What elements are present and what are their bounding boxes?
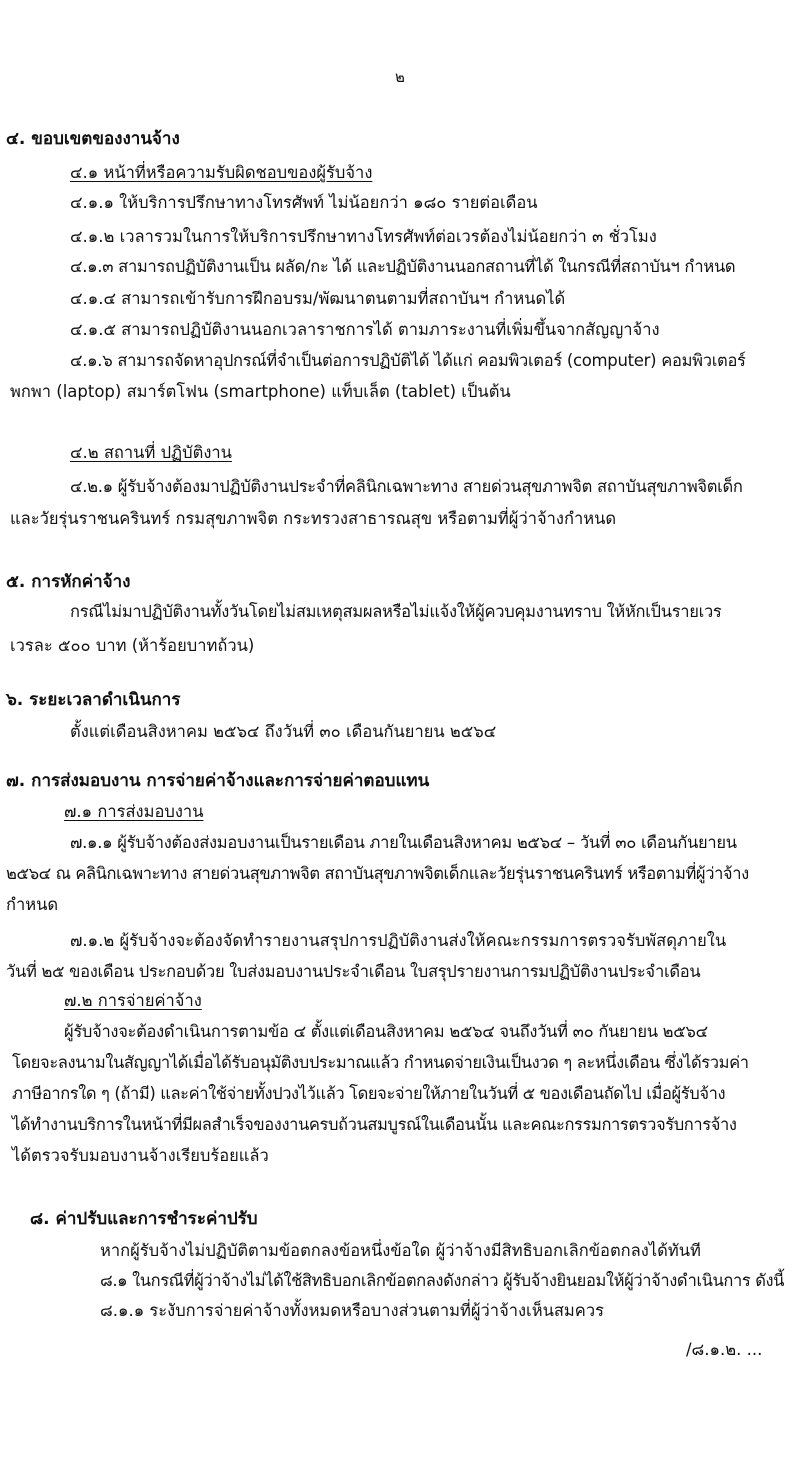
section-7-2-text-line3: ภาษีอากรใด ๆ (ถ้ามี) และค่าใช้จ่ายทั้งปวงไว้แล้ว โดยจะจ่ายให้ภายในวันที่ ๕ ของเดือนถัดไป เมื่อผู้รับจ้าง bbox=[12, 1084, 726, 1103]
item-4-2-1-line1: ๔.๒.๑ ผู้รับจ้างต้องมาปฏิบัติงานประจำที่คลินิกเฉพาะทาง สายด่วนสุขภาพจิต สถาบันสุขภาพจิตเด็ก bbox=[70, 477, 743, 496]
section-5-text-line2: เวรละ ๕๐๐ บาท (ห้าร้อยบาทถ้วน) bbox=[10, 636, 255, 655]
section-8-text: หากผู้รับจ้างไม่ปฏิบัติตามข้อตกลงข้อหนึ่งข้อใด ผู้ว่าจ้างมีสิทธิบอกเลิกข้อตกลงได้ทันที bbox=[100, 1241, 701, 1260]
item-4-1-3: ๔.๑.๓ สามารถปฏิบัติงานเป็น ผลัด/กะ ได้ และปฏิบัติงานนอกสถานที่ได้ ในกรณีที่สถาบันฯ กำหนด bbox=[70, 257, 736, 276]
item-4-1-5: ๔.๑.๕ สามารถปฏิบัติงานนอกเวลาราชการได้ ตามภาระงานที่เพิ่มขึ้นจากสัญญาจ้าง bbox=[70, 320, 660, 339]
item-4-1-1: ๔.๑.๑ ให้บริการปรึกษาทางโทรศัพท์ ไม่น้อยกว่า ๑๘๐ รายต่อเดือน bbox=[70, 193, 538, 212]
section-7-heading: ๗. การส่งมอบงาน การจ่ายค่าจ้างและการจ่ายค่าตอบแทน bbox=[6, 771, 430, 791]
item-4-2-1-line2: และวัยรุ่นราชนครินทร์ กรมสุขภาพจิต กระทรวงสาธารณสุข หรือตามที่ผู้ว่าจ้างกำหนด bbox=[10, 509, 617, 528]
page-number: ๒ bbox=[395, 68, 405, 86]
section-7-2-text-line5: ได้ตรวจรับมอบงานจ้างเรียบร้อยแล้ว bbox=[12, 1146, 269, 1165]
section-4-2-heading: ๔.๒ สถานที่ ปฏิบัติงาน bbox=[70, 443, 232, 462]
section-7-1-heading: ๗.๑ การส่งมอบงาน bbox=[64, 802, 204, 821]
item-8-1: ๘.๑ ในกรณีที่ผู้ว่าจ้างไม่ได้ใช้สิทธิบอกเลิกข้อตกลงดังกล่าว ผู้รับจ้างยินยอมให้ผู้ว่าจ้างดำเนินการ ดังนี้ bbox=[100, 1271, 785, 1290]
item-4-1-6-line1: ๔.๑.๖ สามารถจัดหาอุปกรณ์ที่จำเป็นต่อการปฏิบัติได้ ได้แก่ คอมพิวเตอร์ (computer) คอมพิวเตอร์ bbox=[70, 351, 746, 370]
section-5-text-line1: กรณีไม่มาปฏิบัติงานทั้งวันโดยไม่สมเหตุสมผลหรือไม่แจ้งให้ผู้ควบคุมงานทราบ ให้หักเป็นรายเวร bbox=[70, 602, 722, 621]
section-6-heading: ๖. ระยะเวลาดำเนินการ bbox=[6, 690, 181, 710]
item-7-1-1-line1: ๗.๑.๑ ผู้รับจ้างต้องส่งมอบงานเป็นรายเดือน ภายในเดือนสิงหาคม ๒๕๖๔ – วันที่ ๓๐ เดือนกันยายน bbox=[70, 833, 737, 852]
section-7-2-text-line1: ผู้รับจ้างจะต้องดำเนินการตามข้อ ๔ ตั้งแต่เดือนสิงหาคม ๒๕๖๔ จนถึงวันที่ ๓๐ กันยายน ๒๕๖๔ bbox=[64, 1022, 708, 1041]
item-7-1-2-line2: วันที่ ๒๕ ของเดือน ประกอบด้วย ใบส่งมอบงานประจำเดือน ใบสรุปรายงานการมปฏิบัติงานประจำเดือน bbox=[6, 962, 701, 981]
section-7-2-text-line2: โดยจะลงนามในสัญญาได้เมื่อได้รับอนุมัติงบประมาณแล้ว กำหนดจ่ายเงินเป็นงวด ๆ ละหนึ่งเดือน ซึ่งได้รวมค่า bbox=[12, 1053, 749, 1072]
section-5-heading: ๕. การหักค่าจ้าง bbox=[6, 572, 131, 592]
item-8-1-1: ๘.๑.๑ ระงับการจ่ายค่าจ้างทั้งหมดหรือบางส่วนตามที่ผู้ว่าจ้างเห็นสมควร bbox=[100, 1301, 604, 1320]
section-4-heading: ๔. ขอบเขตของงานจ้าง bbox=[6, 129, 180, 149]
item-4-1-6-line2: พกพา (laptop) สมาร์ตโฟน (smartphone) แท็บเล็ต (tablet) เป็นต้น bbox=[10, 382, 511, 401]
section-6-text: ตั้งแต่เดือนสิงหาคม ๒๕๖๔ ถึงวันที่ ๓๐ เดือนกันยายน ๒๕๖๔ bbox=[70, 722, 497, 741]
section-8-heading: ๘. ค่าปรับและการชำระค่าปรับ bbox=[30, 1209, 258, 1229]
item-7-1-2-line1: ๗.๑.๒ ผู้รับจ้างจะต้องจัดทำรายงานสรุปการปฏิบัติงานส่งให้คณะกรรมการตรวจรับพัสดุภายใน bbox=[70, 931, 727, 950]
section-7-2-heading: ๗.๒ การจ่ายค่าจ้าง bbox=[64, 991, 202, 1010]
item-4-1-2: ๔.๑.๒ เวลารวมในการให้บริการปรึกษาทางโทรศัพท์ต่อเวรต้องไม่น้อยกว่า ๓ ชั่วโมง bbox=[70, 227, 657, 246]
item-7-1-1-line3: กำหนด bbox=[6, 895, 59, 914]
continuation-marker: /๘.๑.๒. ... bbox=[686, 1340, 763, 1359]
section-7-2-text-line4: ได้ทำงานบริการในหน้าที่มีผลสำเร็จของงานครบถ้วนสมบูรณ์ในเดือนนั้น และคณะกรรมการตรวจรับการจ้าง bbox=[12, 1115, 737, 1134]
item-7-1-1-line2: ๒๕๖๔ ณ คลินิกเฉพาะทาง สายด่วนสุขภาพจิต สถาบันสุขภาพจิตเด็กและวัยรุ่นราชนครินทร์ หรือตามที่ผู้ว่าจ้าง bbox=[6, 864, 749, 883]
item-4-1-4: ๔.๑.๔ สามารถเข้ารับการฝึกอบรม/พัฒนาตนตามที่สถาบันฯ กำหนดได้ bbox=[70, 289, 566, 308]
section-4-1-heading: ๔.๑ หน้าที่หรือความรับผิดชอบของผู้รับจ้าง bbox=[70, 163, 373, 182]
